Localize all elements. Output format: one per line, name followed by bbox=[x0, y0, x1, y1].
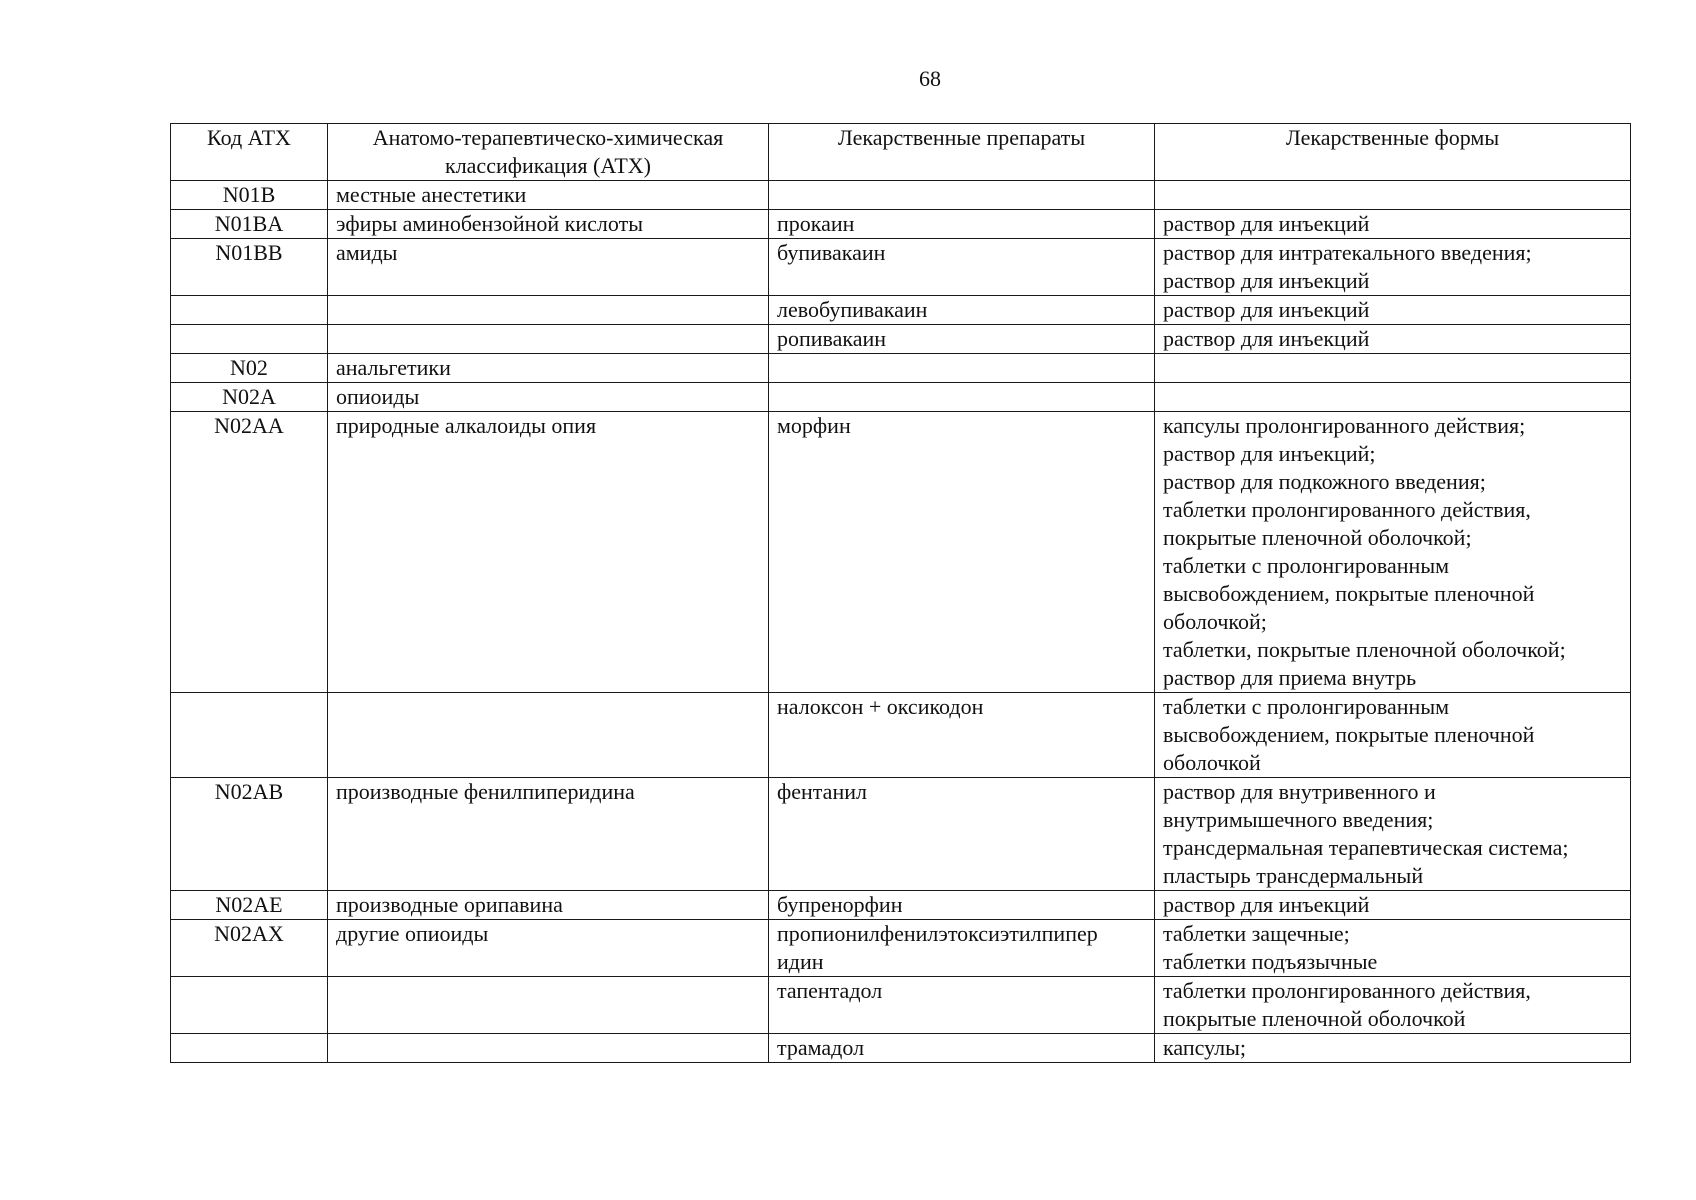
dosage-form-line: таблетки с пролонгированным bbox=[1163, 694, 1450, 719]
cell-atx-code: N01B bbox=[171, 181, 328, 210]
cell-classification: опиоиды bbox=[328, 383, 769, 412]
drug-name-line: левобупивакаин bbox=[777, 297, 928, 322]
cell-drug bbox=[769, 181, 1155, 210]
cell-dosage-forms bbox=[1155, 778, 1631, 891]
dosage-form-line: высвобождением, покрытые пленочной bbox=[1163, 722, 1535, 747]
dosage-form-line: оболочкой; bbox=[1163, 609, 1267, 634]
dosage-form-line: внутримышечного введения; bbox=[1163, 807, 1434, 832]
cell-drug bbox=[769, 239, 1155, 296]
cell-classification bbox=[328, 1034, 769, 1063]
cell-dosage-forms bbox=[1155, 977, 1631, 1034]
cell-classification: амиды bbox=[328, 239, 769, 296]
cell-drug bbox=[769, 383, 1155, 412]
table-row bbox=[171, 1034, 1631, 1063]
cell-drug bbox=[769, 354, 1155, 383]
dosage-form-line: раствор для интратекального введения; bbox=[1163, 240, 1532, 265]
cell-atx-code: N01BA bbox=[171, 210, 328, 239]
header-classification bbox=[328, 124, 769, 181]
cell-dosage-forms bbox=[1155, 412, 1631, 693]
cell-drug bbox=[769, 977, 1155, 1034]
drug-name-line: бупивакаин bbox=[777, 240, 886, 265]
cell-drug bbox=[769, 210, 1155, 239]
dosage-form-line: раствор для инъекций bbox=[1163, 268, 1370, 293]
cell-drug bbox=[769, 693, 1155, 778]
dosage-form-line: таблетки пролонгированного действия, bbox=[1163, 978, 1531, 1003]
cell-classification bbox=[328, 977, 769, 1034]
cell-drug bbox=[769, 296, 1155, 325]
drug-name-line: ропивакаин bbox=[777, 326, 887, 351]
table-row bbox=[171, 181, 1631, 210]
table-row bbox=[171, 693, 1631, 778]
cell-drug bbox=[769, 778, 1155, 891]
drug-name-line: пропионилфенилэтоксиэтилпипер bbox=[777, 921, 1098, 946]
dosage-form-line: таблетки, покрытые пленочной оболочкой; bbox=[1163, 637, 1566, 662]
cell-drug bbox=[769, 325, 1155, 354]
dosage-form-line: покрытые пленочной оболочкой bbox=[1163, 1006, 1466, 1031]
cell-atx-code: N01BB bbox=[171, 239, 328, 296]
cell-classification bbox=[328, 325, 769, 354]
table-row bbox=[171, 210, 1631, 239]
cell-atx-code bbox=[171, 977, 328, 1034]
table-row bbox=[171, 920, 1631, 977]
cell-atx-code bbox=[171, 296, 328, 325]
dosage-form-line: раствор для инъекций bbox=[1163, 297, 1370, 322]
table-row bbox=[171, 778, 1631, 891]
atx-drug-table bbox=[170, 123, 1631, 1063]
dosage-form-line: раствор для подкожного введения; bbox=[1163, 469, 1486, 494]
drug-name-line: тапентадол bbox=[777, 978, 883, 1003]
cell-drug bbox=[769, 920, 1155, 977]
dosage-form-line: пластырь трансдермальный bbox=[1163, 863, 1424, 888]
drug-name-line: трамадол bbox=[777, 1035, 865, 1060]
drug-name-line: фентанил bbox=[777, 779, 867, 804]
cell-classification: анальгетики bbox=[328, 354, 769, 383]
dosage-form-line: таблетки пролонгированного действия, bbox=[1163, 497, 1531, 522]
table-row bbox=[171, 296, 1631, 325]
cell-drug bbox=[769, 1034, 1155, 1063]
cell-drug bbox=[769, 891, 1155, 920]
cell-dosage-forms bbox=[1155, 920, 1631, 977]
cell-dosage-forms bbox=[1155, 296, 1631, 325]
cell-classification bbox=[328, 693, 769, 778]
dosage-form-line: высвобождением, покрытые пленочной bbox=[1163, 581, 1535, 606]
dosage-form-line: раствор для инъекций bbox=[1163, 211, 1370, 236]
dosage-form-line: таблетки подъязычные bbox=[1163, 949, 1378, 974]
table-row bbox=[171, 325, 1631, 354]
cell-atx-code bbox=[171, 1034, 328, 1063]
drug-name-line: бупренорфин bbox=[777, 892, 903, 917]
cell-classification bbox=[328, 296, 769, 325]
cell-dosage-forms bbox=[1155, 891, 1631, 920]
cell-classification: производные фенилпиперидина bbox=[328, 778, 769, 891]
cell-atx-code bbox=[171, 325, 328, 354]
table-row bbox=[171, 977, 1631, 1034]
drug-name-line: морфин bbox=[777, 413, 851, 438]
cell-dosage-forms bbox=[1155, 383, 1631, 412]
table-row bbox=[171, 891, 1631, 920]
cell-dosage-forms bbox=[1155, 693, 1631, 778]
table-row bbox=[171, 383, 1631, 412]
cell-atx-code: N02 bbox=[171, 354, 328, 383]
cell-atx-code bbox=[171, 693, 328, 778]
dosage-form-line: оболочкой bbox=[1163, 750, 1261, 775]
cell-dosage-forms bbox=[1155, 210, 1631, 239]
cell-atx-code: N02A bbox=[171, 383, 328, 412]
drug-name-line: идин bbox=[777, 949, 824, 974]
dosage-form-line: капсулы; bbox=[1163, 1035, 1246, 1060]
table-row bbox=[171, 412, 1631, 693]
drug-name-line: налоксон + оксикодон bbox=[777, 694, 984, 719]
cell-dosage-forms bbox=[1155, 325, 1631, 354]
dosage-form-line: раствор для приема внутрь bbox=[1163, 665, 1417, 690]
page-number: 68 bbox=[919, 66, 941, 91]
dosage-form-line: покрытые пленочной оболочкой; bbox=[1163, 525, 1472, 550]
table-row bbox=[171, 239, 1631, 296]
table-header-row bbox=[171, 124, 1631, 181]
cell-dosage-forms bbox=[1155, 239, 1631, 296]
cell-dosage-forms bbox=[1155, 1034, 1631, 1063]
header-drugs: Лекарственные препараты bbox=[769, 124, 1155, 181]
cell-classification: другие опиоиды bbox=[328, 920, 769, 977]
dosage-form-line: раствор для инъекций bbox=[1163, 326, 1370, 351]
cell-classification: местные анестетики bbox=[328, 181, 769, 210]
dosage-form-line: таблетки с пролонгированным bbox=[1163, 553, 1450, 578]
cell-atx-code: N02AE bbox=[171, 891, 328, 920]
cell-atx-code: N02AB bbox=[171, 778, 328, 891]
cell-classification: производные орипавина bbox=[328, 891, 769, 920]
table-row bbox=[171, 354, 1631, 383]
header-classification-line: Анатомо-терапевтическо-химическая bbox=[372, 125, 724, 150]
dosage-form-line: раствор для внутривенного и bbox=[1163, 779, 1436, 804]
cell-atx-code: N02AX bbox=[171, 920, 328, 977]
header-code: Код АТХ bbox=[171, 124, 328, 181]
cell-classification: природные алкалоиды опия bbox=[328, 412, 769, 693]
cell-drug bbox=[769, 412, 1155, 693]
cell-atx-code: N02AA bbox=[171, 412, 328, 693]
dosage-form-line: трансдермальная терапевтическая система; bbox=[1163, 835, 1569, 860]
dosage-form-line: раствор для инъекций; bbox=[1163, 441, 1376, 466]
dosage-form-line: капсулы пролонгированного действия; bbox=[1163, 413, 1526, 438]
cell-dosage-forms bbox=[1155, 354, 1631, 383]
header-forms: Лекарственные формы bbox=[1155, 124, 1631, 181]
dosage-form-line: раствор для инъекций bbox=[1163, 892, 1370, 917]
cell-dosage-forms bbox=[1155, 181, 1631, 210]
drug-name-line: прокаин bbox=[777, 211, 855, 236]
cell-classification: эфиры аминобензойной кислоты bbox=[328, 210, 769, 239]
header-classification-line: классификация (АТХ) bbox=[445, 153, 651, 178]
dosage-form-line: таблетки защечные; bbox=[1163, 921, 1350, 946]
